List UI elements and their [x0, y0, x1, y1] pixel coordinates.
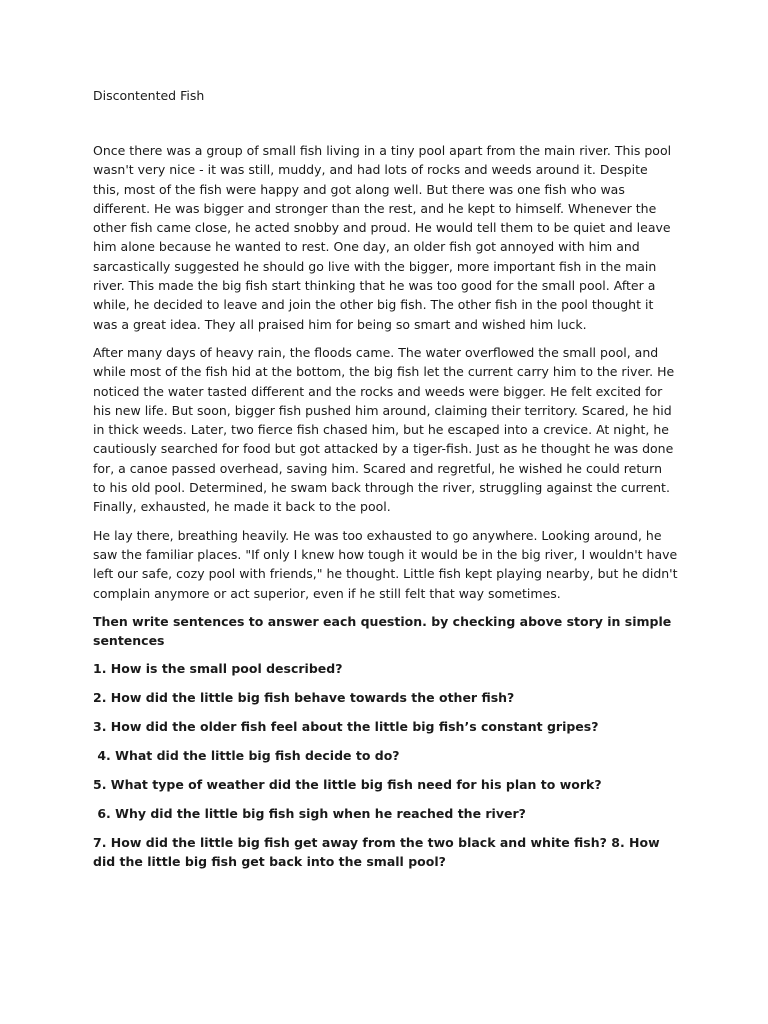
story-paragraph-3: He lay there, breathing heavily. He was too exhausted to go anywhere. Looking around, he saw the familiar places. "If only I knew how tough it would be in the big river, I wouldn't have left our safe, cozy pool with friends," he thought. Little fish kept playing nearby, but he didn't complain anymore or act superior, even if he still felt that way sometimes. [93, 527, 678, 601]
story-paragraph-1: Once there was a group of small fish living in a tiny pool apart from the main river. This pool wasn't very nice - it was still, muddy, and had lots of rocks and weeds around it. Despite this, most of the fish were happy and got along well. But there was one fish who was different. He was bigger and stronger than the rest, and he kept to himself. Whenever the other fish came close, he acted snobby and proud. He would tell them to be quiet and leave him alone because he wanted to rest. One day, an older fish got annoyed with him and sarcastically suggested he should go live with the bigger, more important fish in the main river. This made the big fish start thinking that he was too good for the small pool. After a while, he decided to leave and join the other big fish. The other fish in the pool thought it was a great idea. They all praised him for being so smart and wished him luck. [93, 143, 672, 332]
question-list [93, 659, 678, 871]
document-title: Discontented Fish [93, 88, 205, 103]
document-page [93, 87, 678, 881]
instructions-text: Then write sentences to answer each question. by checking above story in simple sentences [93, 613, 672, 648]
question-3: 3. How did the older fish feel about the little big fish’s constant gripes? [93, 718, 599, 734]
story-paragraph-2: After many days of heavy rain, the floods came. The water overflowed the small pool, and while most of the fish hid at the bottom, the big fish let the current carry him to the river. He noticed the water tasted different and the rocks and weeds were bigger. He felt excited for his new life. But soon, bigger fish pushed him around, claiming their territory. Scared, he hid in thick weeds. Later, two fierce fish chased him, but he escaped into a crevice. At night, he cautiously searched for food but got attacked by a tiger-fish. Just as he thought he was done for, a canoe passed overhead, saving him. Scared and regretful, he wished he could return to his old pool. Determined, he swam back through the river, struggling against the current. Finally, exhausted, he made it back to the pool. [93, 344, 675, 515]
question-2: 2. How did the little big fish behave towards the other fish? [93, 689, 515, 705]
story-body [93, 141, 678, 603]
question-5: 5. What type of weather did the little big fish need for his plan to work? [93, 776, 602, 792]
question-4: 4. What did the little big fish decide to do? [93, 747, 400, 763]
question-6: 6. Why did the little big fish sigh when he reached the river? [93, 805, 526, 821]
question-1: 1. How is the small pool described? [93, 660, 343, 676]
question-7-8: 7. How did the little big fish get away from the two black and white fish? 8. How did the little big fish get back into the small pool? [93, 834, 664, 869]
